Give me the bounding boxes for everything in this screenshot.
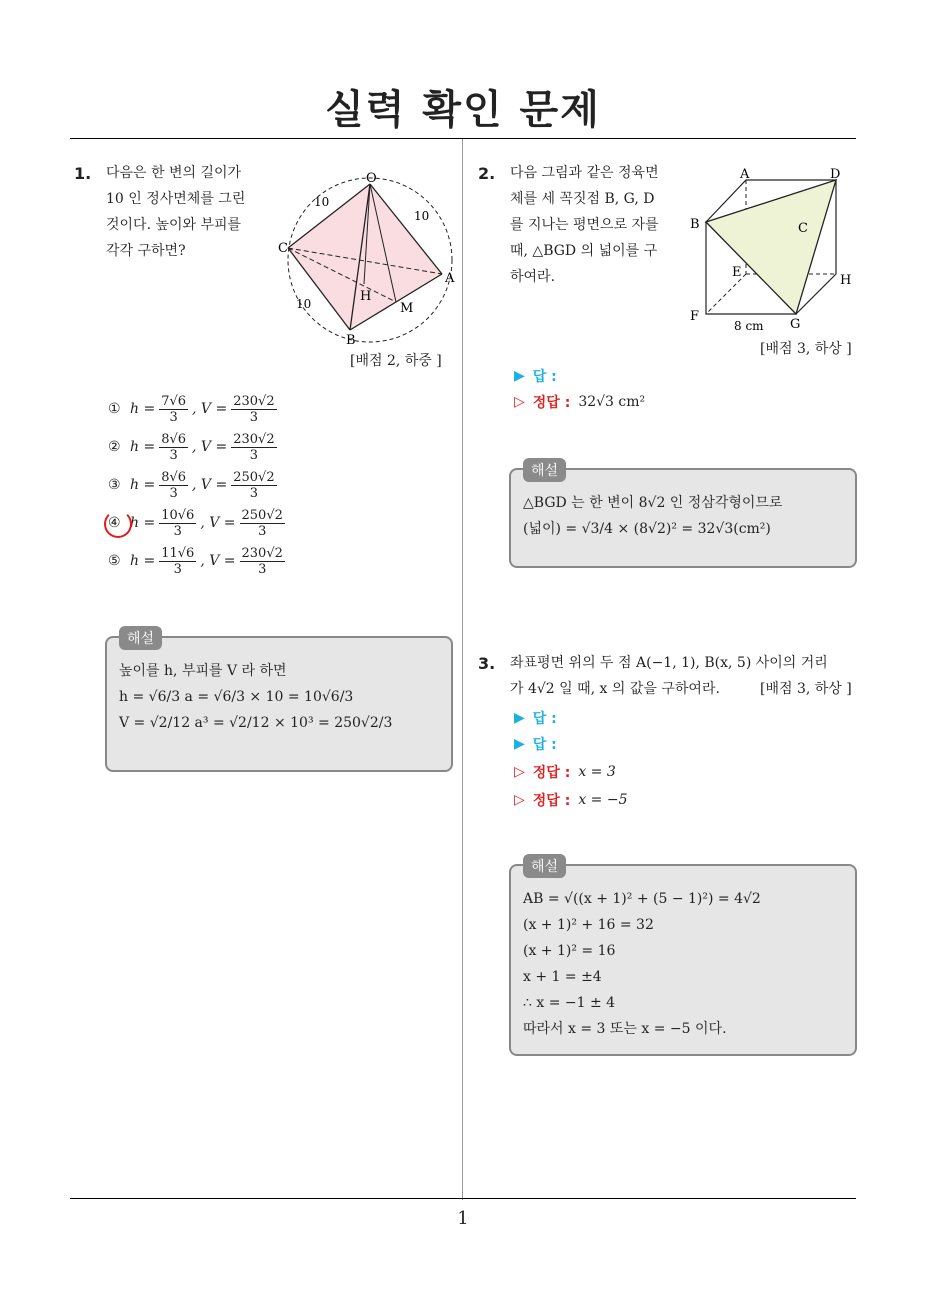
q2-text-line: 때, △BGD 의 넓이를 구 [510,243,658,259]
correct-label: 정답 : [532,765,571,781]
fraction [159,432,188,463]
choice-1[interactable] [108,390,285,428]
explanation-line: x + 1 = ±4 [523,969,602,985]
q2-text [510,160,659,290]
tetrahedron-figure [270,168,460,348]
explanation-line: V = √2/12 a³ = √2/12 × 10³ = 250√2/3 [119,715,393,731]
label-O: O [366,171,377,186]
denominator: 3 [173,523,182,539]
q2-text-line: 체를 세 꼭짓점 B, G, D [510,191,655,207]
label-E: E [732,265,742,280]
choice-formula: h = $\frac{7√6}{3}$ , V = $\frac{230√2}{3}$ [130,393,275,425]
denominator: 3 [249,485,259,501]
explanation-tag: 해설 [523,458,566,482]
explanation-line: 높이를 h, 부피를 V 라 하면 [119,663,287,679]
choice-4[interactable] [108,504,285,542]
denominator: 3 [258,523,267,539]
edge-length-label: 10 [296,297,312,311]
label-G: G [790,317,801,332]
q1-score: [배점 2, 하중 ] [350,353,442,369]
q3-number: 3. [478,654,496,673]
fraction [159,508,196,539]
edge-length-label: 10 [414,209,430,223]
explanation-body [523,886,761,1042]
fraction [159,546,196,577]
q3-score: [배점 3, 하상 ] [760,681,852,697]
numerator: 250√2 [233,469,275,485]
fraction [159,394,188,425]
correct-label: 정답 : [532,793,571,809]
label-B: B [690,217,700,232]
choice-3[interactable] [108,466,285,504]
q3-answer-row [514,708,557,728]
explanation-line: (넓이) = √3/4 × (8√2)² = 32√3(cm²) [523,521,771,537]
fraction [231,432,276,463]
denominator: 3 [249,409,259,425]
answer-label: 답 : [532,711,557,727]
numerator: 8√6 [161,431,187,447]
label-C: C [798,221,808,236]
fraction [231,470,276,501]
fraction [159,470,188,501]
numerator: 7√6 [161,393,187,409]
correct-label: 정답 : [532,395,571,411]
q3-text-line: 좌표평면 위의 두 점 A(−1, 1), B(x, 5) 사이의 거리 [510,655,828,671]
choice-formula: h = $\frac{11√6}{3}$ , V = $\frac{230√2}{3}$ [130,545,283,577]
denominator: 3 [169,409,178,425]
play-icon: ▶ [514,368,525,384]
bottom-rule [70,1198,856,1199]
q1-text [106,160,245,264]
q3-answer-row [514,734,557,754]
label-A: A [445,271,455,286]
explanation-body [119,658,392,736]
q2-explanation-box [509,463,857,568]
numerator: 11√6 [161,545,195,561]
denominator: 3 [169,447,178,463]
label-A: A [740,167,750,182]
top-rule [70,138,856,139]
q3-explanation-box [509,859,857,1056]
label-F: F [690,309,700,324]
q1-choices [108,390,285,580]
denominator: 3 [249,447,259,463]
choice-number: ⑤ [108,553,121,569]
q1-text-line: 10 인 정사면체를 그린 [106,191,246,207]
explanation-line: △BGD 는 한 변이 8√2 인 정삼각형이므로 [523,495,783,511]
q3-correct-row [514,790,627,810]
denominator: 3 [173,561,182,577]
numerator: 230√2 [241,545,283,561]
q2-number: 2. [478,164,496,183]
q2-text-line: 를 지나는 평면으로 자를 [510,217,659,233]
triangle-outline-icon: ▷ [514,764,525,780]
label-B: B [346,333,356,348]
q2-score: [배점 3, 하상 ] [760,341,852,357]
play-icon: ▶ [514,710,525,726]
label-C: C [278,241,288,256]
choice-formula: h = $\frac{10√6}{3}$ , V = $\frac{250√2}{3}$ [130,507,283,539]
label-H: H [360,289,372,304]
q3-correct-row [514,762,616,782]
correct-value: x = −5 [578,792,628,808]
numerator: 8√6 [161,469,187,485]
edge-length-label: 10 [314,195,330,209]
answer-label: 답 : [532,737,557,753]
triangle-outline-icon: ▷ [514,792,525,808]
choice-formula: h = $\frac{8√6}{3}$ , V = $\frac{250√2}{3}$ [130,469,275,501]
hidden-edge [706,274,746,314]
answer-label: 답 : [532,369,557,385]
numerator: 250√2 [241,507,283,523]
edge-length-label: 8 cm [734,319,764,333]
q2-text-line: 하여라. [510,269,556,285]
page-title: 실력 확인 문제 [325,87,601,133]
play-icon: ▶ [514,736,525,752]
q1-text-line: 각각 구하면? [106,243,186,259]
q1-text-line: 것이다. 높이와 부피를 [106,217,242,233]
explanation-body [523,490,782,542]
explanation-tag: 해설 [523,854,566,878]
q1-text-line: 다음은 한 변의 길이가 [106,165,242,181]
explanation-line: (x + 1)² = 16 [523,943,616,959]
label-D: D [830,167,841,182]
choice-number: ③ [108,477,121,493]
denominator: 3 [169,485,178,501]
numerator: 230√2 [233,393,275,409]
explanation-tag: 해설 [119,626,162,650]
q2-text-line: 다음 그림과 같은 정육면 [510,165,659,181]
fraction [231,394,276,425]
choice-formula: h = $\frac{8√6}{3}$ , V = $\frac{230√2}{3}$ [130,431,275,463]
correct-value: x = 3 [578,764,616,780]
q1-number: 1. [74,164,92,183]
label-H: H [840,273,852,288]
numerator: 10√6 [161,507,195,523]
choice-number: ① [108,401,121,417]
q3-text-line: 가 4√2 일 때, x 의 값을 구하여라. [510,681,720,697]
denominator: 3 [258,561,267,577]
choice-number: ④ [108,515,121,531]
fraction [240,508,285,539]
explanation-line: h = √6/3 a = √6/3 × 10 = 10√6/3 [119,689,354,705]
label-M: M [400,301,414,316]
choice-2[interactable] [108,428,285,466]
explanation-line: (x + 1)² + 16 = 32 [523,917,654,933]
q2-correct-row [514,392,645,412]
triangle-outline-icon: ▷ [514,394,525,410]
explanation-line: 따라서 x = 3 또는 x = −5 이다. [523,1021,727,1037]
cube-figure [684,166,856,336]
explanation-line: AB = √((x + 1)² + (5 − 1)²) = 4√2 [523,891,761,907]
selected-answer-mark [104,510,132,538]
q2-answer-row [514,366,557,386]
numerator: 230√2 [233,431,275,447]
explanation-line: ∴ x = −1 ± 4 [523,995,616,1011]
column-divider [462,139,463,1200]
page-number: 1 [457,1208,469,1229]
correct-value: 32√3 cm² [578,394,646,410]
q1-explanation-box [105,631,453,772]
choice-5[interactable] [108,542,285,580]
choice-number: ② [108,439,121,455]
fraction [240,546,285,577]
